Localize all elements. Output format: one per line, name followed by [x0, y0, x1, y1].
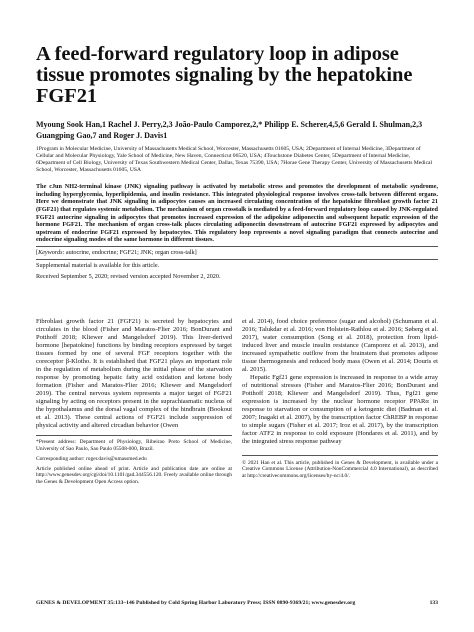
affiliations: 1Program in Molecular Medicine, University of Massachusetts Medical School, Worcester, Massachusetts 01605, USA; 2Department of Internal Medicine, 3Department of Cellular and Molecular Physiology, Yale School of Medicine, New Haven, Connecticut 06520, USA; 4Touchstone Diabetes Center, 5Department of Internal Medicine, 6Department of Cell Biology, University of Texas Southwestern Medical Center, Dallas, Texas 75390, USA; 7Horae Gene Therapy Center, University of Massachusetts Medical School, Worcester, Massachusetts 01605, USA [36, 146, 433, 174]
page-number: 133 [429, 600, 438, 606]
body-paragraph: Fibroblast growth factor 21 (FGF21) is secreted by hepatocytes and circulates in the blood (Fisher and Maratos-Flier 2016; BonDurant and Potthoff 2018; Kliewer and Mangelsdorf 2019). This liver-derived hormone [hepatokine] functions by binding receptors expressed by target tissues formed by one of several FGF receptors together with the coreceptor β-Klotho. It is established that FGF21 plays an important role in the regulation of metabolism during the initial phase of the starvation response by promoting hepatic fatty acid oxidation and ketone body formation (Fisher and Maratos-Flier 2016; Kliewer and Mangelsdorf 2019). The central nervous system represents a major target of FGF21 signaling by acting on receptors present in the suprachiasmatic nucleus of the hypothalamus and the dorsal vagal complex of the hindbrain (Bookout et al. 2013). These central actions of FGF21 include suppression of physical activity and altered circadian behavior (Owen [36, 317, 232, 430]
keywords-list: autocrine, endocrine; FGF21; JNK; organ cross-talk [65, 248, 195, 256]
footnotes [36, 435, 232, 485]
divider [36, 259, 438, 260]
body-columns [36, 318, 438, 489]
left-column [36, 318, 232, 489]
keywords-label: Keywords [38, 248, 63, 256]
license-note: © 2021 Han et al. This article, published in Genes & Development, is available under a Creative Commons License (Attribution-NonCommercial 4.0 International), as described at http://creativecommons.org/licenses/by-nc/4.0/. [242, 455, 438, 480]
footnote-corresponding-author: Corresponding author: roger.davis@umassmed.edu [36, 455, 147, 462]
abstract: The cJun NH2-terminal kinase (JNK) signaling pathway is activated by metabolic stress and promotes the development of metabolic syndrome, including hyperglycemia, hyperlipidemia, and insulin resistance. This integrated physiological response involves cross-talk between different organs. Here we demonstrate that JNK signaling in adipocytes causes an increased circulating concentration of the hepatokine fibroblast growth factor 21 (FGF21) that regulates systemic metabolism. The mechanism of organ crosstalk is mediated by a feed-forward regulatory loop caused by JNK-regulated FGF21 autocrine signaling in adipocytes that promotes increased expression of the adipokine adiponectin and subsequent hepatic expression of the hormone FGF21. The mechanism of organ cross-talk places circulating adiponectin downstream of autocrine FGF21 expressed by adipocytes and upstream of endocrine FGF21 expressed by hepatocytes. This regulatory loop represents a novel signaling paradigm that connects autocrine and endocrine signaling modes of the same hormone in different tissues. [36, 183, 438, 244]
journal-footer: GENES & DEVELOPMENT 35:133–146 Published by Cold Spring Harbor Laboratory Press; ISSN 0890-9369/21; www.genesdev.org [36, 600, 356, 606]
author-list: Myoung Sook Han,1 Rachel J. Perry,2,3 João-Paulo Camporez,2,* Philipp E. Scherer,4,5,6 Gerald I. Shulman,2,3 Guangping Gao,7 and Roger J. Davis1 [36, 120, 423, 140]
footnote-publication-info: Article published online ahead of print. Article and publication date are online at http://www.genesdev.org/cgi/doi/10.1101/gad.344556.120. Freely available online through the Genes & Development Open Access option. [36, 465, 232, 485]
footnote-present-address: *Present address: Department of Physiology, Ribeirao Preto School of Medicine, University of Sao Paulo, Sao Paulo 05508-000, Brazil. [36, 439, 232, 453]
supplemental-note: Supplemental material is available for this article. [36, 261, 160, 269]
body-paragraph: et al. 2014), food choice preference (sugar and alcohol) (Schumann et al. 2016; Talukdar et al. 2016; von Holstein-Rathlou et al. 2016; Søberg et al. 2017), water consumption (Song et al. 2018), protection from lipid-induced liver and muscle insulin resistance (Camporez et al. 2013), and increased sympathetic outflow from the brainstem that promotes adipose tissue thermogenesis and reduced body mass (Owen et al. 2014; Douris et al. 2015). [242, 317, 438, 374]
page-footer [36, 600, 438, 606]
body-paragraph: Hepatic Fgf21 gene expression is increased in response to a wide array of nutritional stresses (Fisher and Maratos-Flier 2016; BonDurant and Potthoff 2018; Kliewer and Mangelsdorf 2019). Thus, Fgf21 gene expression is increased by the nuclear hormone receptor PPARα in response to starvation or consumption of a ketogenic diet (Badman et al. 2007; Inagaki et al. 2007), by the transcription factor ChREBP in response to simple sugars (Fisher et al. 2017; Iroz et al. 2017), by the transcription factor ATF2 in response to cold exposure (Hondares et al. 2011), and by the integrated stress response pathway [242, 374, 438, 446]
right-column [242, 318, 438, 489]
article-title: A feed-forward regulatory loop in adipose tissue promotes signaling by the hepatokine FGF21 [36, 43, 413, 107]
received-dates: Received September 5, 2020; revised version accepted November 2, 2020. [36, 272, 221, 280]
keywords-line: [Keywords: autocrine, endocrine; FGF21; JNK; organ cross-talk] [36, 248, 197, 256]
divider [36, 246, 438, 247]
